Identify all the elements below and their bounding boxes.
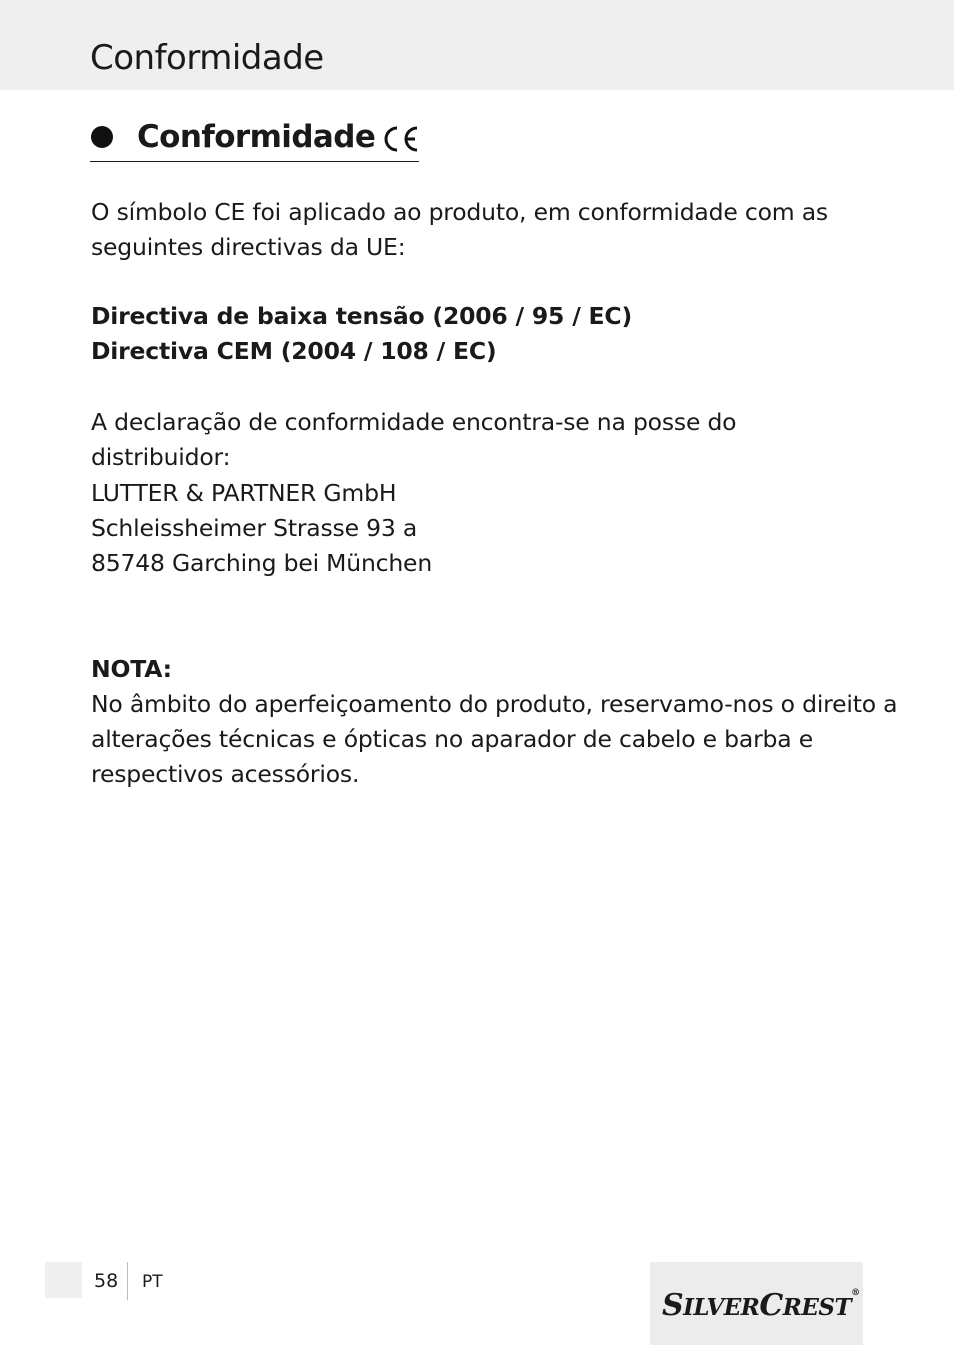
footer-marker bbox=[45, 1262, 82, 1298]
declaration-text: A declaração de conformidade encontra-se na posse do distribuidor: bbox=[91, 408, 737, 471]
note-line: respectivos acessórios. bbox=[91, 760, 360, 788]
footer-divider bbox=[127, 1262, 128, 1300]
page-title: Conformidade bbox=[90, 38, 324, 78]
directive-item: Directiva CEM (2004 / 108 / EC) bbox=[91, 337, 497, 365]
brand-logo-text: SILVERCREST® bbox=[662, 1288, 860, 1323]
intro-line: seguintes directivas da UE: bbox=[91, 233, 406, 261]
ce-mark-icon bbox=[382, 125, 420, 153]
note-block bbox=[91, 652, 898, 792]
section-heading-text: Conformidade bbox=[137, 119, 376, 155]
note-line: alterações técnicas e ópticas no aparador de cabelo e barba e bbox=[91, 725, 814, 753]
address-line: Schleissheimer Strasse 93 a bbox=[91, 514, 418, 542]
distributor-address bbox=[91, 476, 881, 581]
bullet-icon bbox=[91, 126, 113, 148]
intro-paragraph bbox=[91, 195, 881, 265]
language-code: PT bbox=[142, 1272, 163, 1292]
intro-line: O símbolo CE foi aplicado ao produto, em conformidade com as bbox=[91, 198, 828, 226]
address-line: LUTTER & PARTNER GmbH bbox=[91, 479, 397, 507]
note-label: NOTA: bbox=[91, 655, 172, 683]
directive-item: Directiva de baixa tensão (2006 / 95 / EC) bbox=[91, 302, 632, 330]
section-heading bbox=[90, 117, 419, 162]
brand-logo bbox=[650, 1262, 863, 1345]
note-line: No âmbito do aperfeiçoamento do produto, reservamo-nos o direito a bbox=[91, 690, 898, 718]
address-line: 85748 Garching bei München bbox=[91, 549, 433, 577]
page-number: 58 bbox=[94, 1270, 119, 1292]
directives-list bbox=[91, 299, 881, 369]
